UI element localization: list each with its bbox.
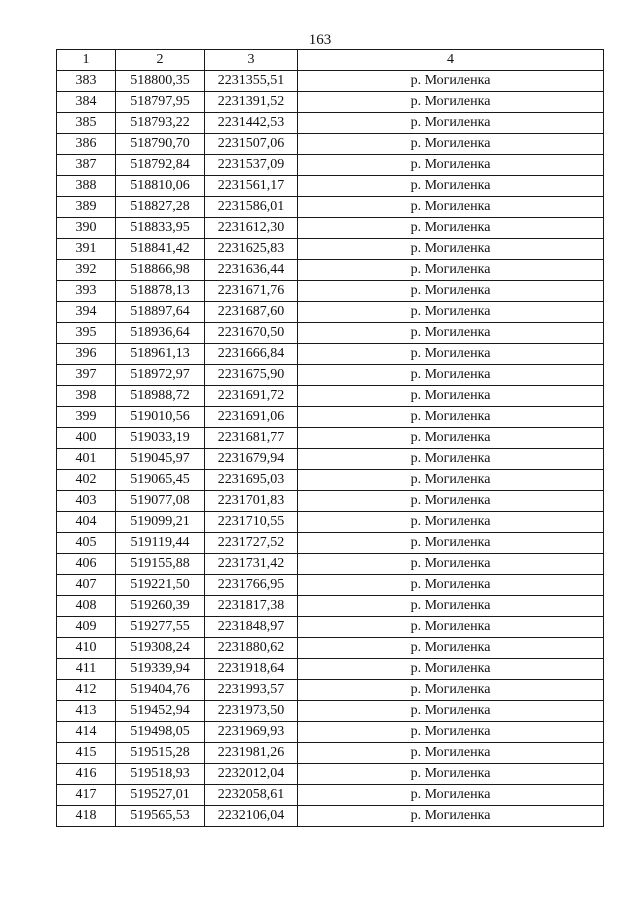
table-row	[57, 176, 604, 197]
y-coordinate-cell: 2231880,62	[205, 638, 298, 659]
description-cell: р. Могиленка	[298, 344, 604, 365]
point-number-cell: 418	[57, 806, 116, 827]
table-row	[57, 218, 604, 239]
y-coordinate-cell: 2231973,50	[205, 701, 298, 722]
x-coordinate-cell: 518810,06	[116, 176, 205, 197]
point-number-cell: 394	[57, 302, 116, 323]
point-number-cell: 401	[57, 449, 116, 470]
table-row	[57, 428, 604, 449]
description-cell: р. Могиленка	[298, 470, 604, 491]
x-coordinate-cell: 519452,94	[116, 701, 205, 722]
y-coordinate-cell: 2231670,50	[205, 323, 298, 344]
y-coordinate-cell: 2231766,95	[205, 575, 298, 596]
x-coordinate-cell: 518792,84	[116, 155, 205, 176]
point-number-cell: 390	[57, 218, 116, 239]
description-cell: р. Могиленка	[298, 491, 604, 512]
description-cell: р. Могиленка	[298, 365, 604, 386]
page-number: 163	[308, 32, 332, 48]
x-coordinate-cell: 519404,76	[116, 680, 205, 701]
x-coordinate-cell: 519077,08	[116, 491, 205, 512]
y-coordinate-cell: 2231701,83	[205, 491, 298, 512]
x-coordinate-cell: 518866,98	[116, 260, 205, 281]
y-coordinate-cell: 2231586,01	[205, 197, 298, 218]
description-cell: р. Могиленка	[298, 71, 604, 92]
description-cell: р. Могиленка	[298, 701, 604, 722]
y-coordinate-cell: 2231681,77	[205, 428, 298, 449]
description-cell: р. Могиленка	[298, 533, 604, 554]
x-coordinate-cell: 519155,88	[116, 554, 205, 575]
x-coordinate-cell: 518897,64	[116, 302, 205, 323]
y-coordinate-cell: 2231671,76	[205, 281, 298, 302]
point-number-cell: 414	[57, 722, 116, 743]
point-number-cell: 413	[57, 701, 116, 722]
table-row	[57, 617, 604, 638]
x-coordinate-cell: 519099,21	[116, 512, 205, 533]
coordinates-table	[56, 49, 604, 827]
x-coordinate-cell: 518988,72	[116, 386, 205, 407]
point-number-cell: 405	[57, 533, 116, 554]
description-cell: р. Могиленка	[298, 575, 604, 596]
y-coordinate-cell: 2231636,44	[205, 260, 298, 281]
y-coordinate-cell: 2232058,61	[205, 785, 298, 806]
point-number-cell: 399	[57, 407, 116, 428]
point-number-cell: 383	[57, 71, 116, 92]
description-cell: р. Могиленка	[298, 512, 604, 533]
point-number-cell: 407	[57, 575, 116, 596]
y-coordinate-cell: 2231731,42	[205, 554, 298, 575]
column-header: 3	[205, 50, 298, 71]
y-coordinate-cell: 2231981,26	[205, 743, 298, 764]
point-number-cell: 402	[57, 470, 116, 491]
point-number-cell: 411	[57, 659, 116, 680]
description-cell: р. Могиленка	[298, 596, 604, 617]
table-row	[57, 155, 604, 176]
description-cell: р. Могиленка	[298, 92, 604, 113]
table-row	[57, 638, 604, 659]
table-row	[57, 743, 604, 764]
y-coordinate-cell: 2231817,38	[205, 596, 298, 617]
table-row	[57, 386, 604, 407]
description-cell: р. Могиленка	[298, 449, 604, 470]
point-number-cell: 406	[57, 554, 116, 575]
table-row	[57, 407, 604, 428]
point-number-cell: 398	[57, 386, 116, 407]
table-row	[57, 260, 604, 281]
description-cell: р. Могиленка	[298, 659, 604, 680]
table-row	[57, 113, 604, 134]
description-cell: р. Могиленка	[298, 743, 604, 764]
point-number-cell: 387	[57, 155, 116, 176]
point-number-cell: 396	[57, 344, 116, 365]
y-coordinate-cell: 2231537,09	[205, 155, 298, 176]
point-number-cell: 389	[57, 197, 116, 218]
column-header: 2	[116, 50, 205, 71]
y-coordinate-cell: 2231561,17	[205, 176, 298, 197]
x-coordinate-cell: 518841,42	[116, 239, 205, 260]
x-coordinate-cell: 519308,24	[116, 638, 205, 659]
table-header	[57, 50, 604, 71]
table-row	[57, 701, 604, 722]
y-coordinate-cell: 2231848,97	[205, 617, 298, 638]
y-coordinate-cell: 2231442,53	[205, 113, 298, 134]
point-number-cell: 410	[57, 638, 116, 659]
table-row	[57, 92, 604, 113]
x-coordinate-cell: 518800,35	[116, 71, 205, 92]
table-row	[57, 533, 604, 554]
x-coordinate-cell: 518797,95	[116, 92, 205, 113]
table-row	[57, 71, 604, 92]
point-number-cell: 384	[57, 92, 116, 113]
table-row	[57, 764, 604, 785]
point-number-cell: 400	[57, 428, 116, 449]
point-number-cell: 412	[57, 680, 116, 701]
point-number-cell: 403	[57, 491, 116, 512]
table-row	[57, 134, 604, 155]
table-row	[57, 302, 604, 323]
y-coordinate-cell: 2231391,52	[205, 92, 298, 113]
x-coordinate-cell: 519119,44	[116, 533, 205, 554]
y-coordinate-cell: 2231695,03	[205, 470, 298, 491]
table-row	[57, 365, 604, 386]
description-cell: р. Могиленка	[298, 302, 604, 323]
x-coordinate-cell: 518936,64	[116, 323, 205, 344]
description-cell: р. Могиленка	[298, 785, 604, 806]
table-row	[57, 554, 604, 575]
y-coordinate-cell: 2231507,06	[205, 134, 298, 155]
table-row	[57, 785, 604, 806]
table-row	[57, 512, 604, 533]
point-number-cell: 409	[57, 617, 116, 638]
description-cell: р. Могиленка	[298, 197, 604, 218]
x-coordinate-cell: 518827,28	[116, 197, 205, 218]
table-row	[57, 806, 604, 827]
table-row	[57, 344, 604, 365]
description-cell: р. Могиленка	[298, 680, 604, 701]
description-cell: р. Могиленка	[298, 155, 604, 176]
x-coordinate-cell: 518793,22	[116, 113, 205, 134]
x-coordinate-cell: 519010,56	[116, 407, 205, 428]
x-coordinate-cell: 519260,39	[116, 596, 205, 617]
x-coordinate-cell: 519527,01	[116, 785, 205, 806]
table-row	[57, 449, 604, 470]
table-row	[57, 722, 604, 743]
y-coordinate-cell: 2231625,83	[205, 239, 298, 260]
description-cell: р. Могиленка	[298, 764, 604, 785]
description-cell: р. Могиленка	[298, 638, 604, 659]
description-cell: р. Могиленка	[298, 386, 604, 407]
x-coordinate-cell: 518833,95	[116, 218, 205, 239]
description-cell: р. Могиленка	[298, 554, 604, 575]
header-row	[57, 50, 604, 71]
table-row	[57, 596, 604, 617]
x-coordinate-cell: 519518,93	[116, 764, 205, 785]
x-coordinate-cell: 518961,13	[116, 344, 205, 365]
x-coordinate-cell: 519565,53	[116, 806, 205, 827]
point-number-cell: 392	[57, 260, 116, 281]
point-number-cell: 386	[57, 134, 116, 155]
point-number-cell: 404	[57, 512, 116, 533]
point-number-cell: 415	[57, 743, 116, 764]
description-cell: р. Могиленка	[298, 617, 604, 638]
table-row	[57, 323, 604, 344]
y-coordinate-cell: 2231710,55	[205, 512, 298, 533]
table-row	[57, 680, 604, 701]
table-row	[57, 197, 604, 218]
y-coordinate-cell: 2231993,57	[205, 680, 298, 701]
description-cell: р. Могиленка	[298, 134, 604, 155]
description-cell: р. Могиленка	[298, 260, 604, 281]
y-coordinate-cell: 2231727,52	[205, 533, 298, 554]
y-coordinate-cell: 2231666,84	[205, 344, 298, 365]
point-number-cell: 393	[57, 281, 116, 302]
description-cell: р. Могиленка	[298, 176, 604, 197]
y-coordinate-cell: 2231679,94	[205, 449, 298, 470]
y-coordinate-cell: 2232106,04	[205, 806, 298, 827]
point-number-cell: 385	[57, 113, 116, 134]
x-coordinate-cell: 519045,97	[116, 449, 205, 470]
x-coordinate-cell: 519033,19	[116, 428, 205, 449]
y-coordinate-cell: 2231918,64	[205, 659, 298, 680]
y-coordinate-cell: 2231691,06	[205, 407, 298, 428]
x-coordinate-cell: 518790,70	[116, 134, 205, 155]
y-coordinate-cell: 2231969,93	[205, 722, 298, 743]
table-row	[57, 659, 604, 680]
x-coordinate-cell: 519065,45	[116, 470, 205, 491]
point-number-cell: 417	[57, 785, 116, 806]
column-header: 4	[298, 50, 604, 71]
description-cell: р. Могиленка	[298, 407, 604, 428]
y-coordinate-cell: 2231687,60	[205, 302, 298, 323]
point-number-cell: 395	[57, 323, 116, 344]
table-body	[57, 71, 604, 827]
description-cell: р. Могиленка	[298, 806, 604, 827]
table-row	[57, 491, 604, 512]
x-coordinate-cell: 518878,13	[116, 281, 205, 302]
x-coordinate-cell: 519498,05	[116, 722, 205, 743]
table-row	[57, 575, 604, 596]
point-number-cell: 397	[57, 365, 116, 386]
table-row	[57, 239, 604, 260]
x-coordinate-cell: 519221,50	[116, 575, 205, 596]
y-coordinate-cell: 2232012,04	[205, 764, 298, 785]
x-coordinate-cell: 519277,55	[116, 617, 205, 638]
x-coordinate-cell: 519515,28	[116, 743, 205, 764]
description-cell: р. Могиленка	[298, 281, 604, 302]
point-number-cell: 388	[57, 176, 116, 197]
y-coordinate-cell: 2231675,90	[205, 365, 298, 386]
description-cell: р. Могиленка	[298, 323, 604, 344]
point-number-cell: 416	[57, 764, 116, 785]
y-coordinate-cell: 2231355,51	[205, 71, 298, 92]
x-coordinate-cell: 518972,97	[116, 365, 205, 386]
description-cell: р. Могиленка	[298, 428, 604, 449]
table-row	[57, 281, 604, 302]
point-number-cell: 391	[57, 239, 116, 260]
y-coordinate-cell: 2231612,30	[205, 218, 298, 239]
description-cell: р. Могиленка	[298, 113, 604, 134]
point-number-cell: 408	[57, 596, 116, 617]
description-cell: р. Могиленка	[298, 218, 604, 239]
column-header: 1	[57, 50, 116, 71]
description-cell: р. Могиленка	[298, 239, 604, 260]
y-coordinate-cell: 2231691,72	[205, 386, 298, 407]
x-coordinate-cell: 519339,94	[116, 659, 205, 680]
table-row	[57, 470, 604, 491]
description-cell: р. Могиленка	[298, 722, 604, 743]
